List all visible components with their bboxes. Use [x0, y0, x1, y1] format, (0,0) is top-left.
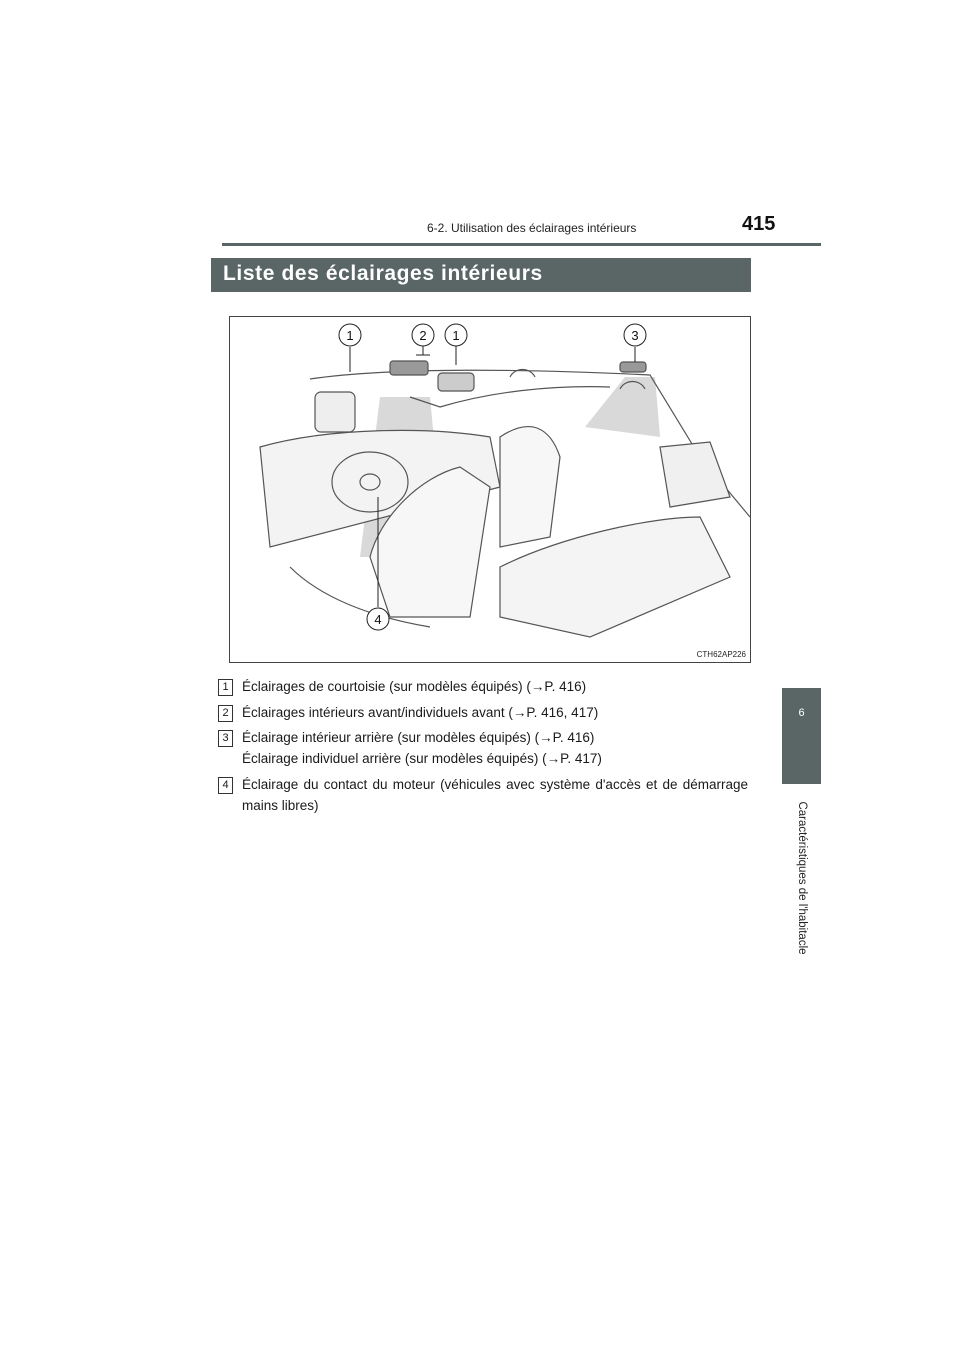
legend-line: Éclairages de courtoisie (sur modèles équipés) (→P. 416) — [242, 679, 587, 694]
legend-line: Éclairage intérieur arrière (sur modèles équipés) (→P. 416) — [242, 730, 595, 745]
section-banner — [211, 258, 751, 292]
rear-dome-light — [620, 362, 646, 372]
chapter-title: Caractéristiques de l'habitacle — [796, 801, 808, 955]
figure-code: CTH62AP226 — [696, 650, 746, 659]
legend-line: Éclairage individuel arrière (sur modèles équipés) (→P. 417) — [242, 751, 602, 766]
legend-text — [242, 702, 748, 723]
legend-line: Éclairage du contact du moteur (véhicules avec système d'accès et de démarrage mains libres) — [242, 777, 748, 813]
legend-line: Éclairages intérieurs avant/individuels avant (→P. 416, 417) — [242, 705, 599, 720]
section-title: Liste des éclairages intérieurs — [223, 262, 543, 285]
chapter-number: 6 — [798, 707, 805, 719]
legend-number-badge: 1 — [218, 679, 233, 696]
right-visor-lamp — [438, 373, 474, 391]
callout-4: 4 — [374, 612, 382, 627]
header-section-title: 6-2. Utilisation des éclairages intérieurs — [427, 221, 637, 235]
interior-illustration — [229, 316, 751, 663]
callout-2: 2 — [419, 328, 427, 343]
legend-number-badge: 4 — [218, 777, 233, 794]
legend-number-badge: 2 — [218, 705, 233, 722]
callout-1-left: 1 — [346, 328, 354, 343]
callout-1-right: 1 — [452, 328, 460, 343]
chapter-tab — [782, 688, 821, 784]
legend-text — [242, 676, 748, 697]
header-divider — [222, 243, 821, 246]
page-number: 415 — [742, 213, 776, 235]
legend-text — [242, 727, 748, 769]
legend-number-badge: 3 — [218, 730, 233, 747]
rear-door-panel — [660, 442, 730, 507]
overhead-console — [390, 361, 428, 375]
legend-text — [242, 774, 748, 816]
car-interior-drawing — [230, 317, 750, 662]
passenger-seat — [500, 427, 560, 547]
callout-3: 3 — [631, 328, 639, 343]
left-sun-visor — [315, 392, 355, 432]
